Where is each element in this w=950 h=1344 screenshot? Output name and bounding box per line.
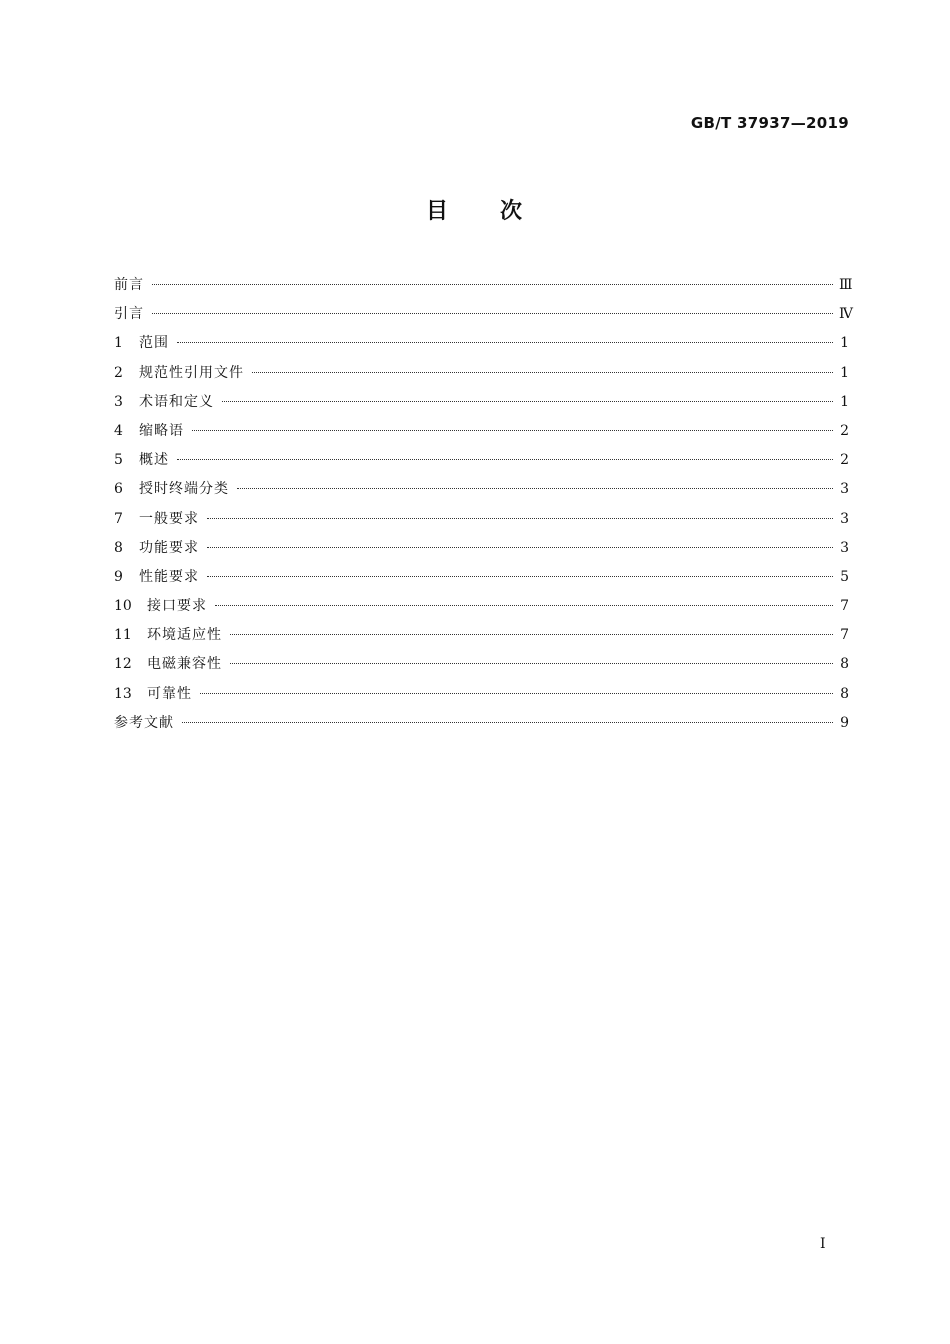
- toc-number: 1: [114, 335, 123, 352]
- dot-leader: [182, 722, 833, 723]
- toc-page: 7: [840, 627, 849, 644]
- toc-page: 3: [840, 539, 849, 556]
- dot-leader: [192, 430, 833, 431]
- dot-leader: [230, 634, 833, 635]
- toc-label: 概述: [139, 452, 169, 469]
- toc-entry-9[interactable]: [114, 566, 849, 595]
- toc-entry-13[interactable]: [114, 683, 849, 712]
- toc-label: 功能要求: [139, 539, 199, 556]
- toc-number: 13: [114, 685, 132, 702]
- dot-leader: [200, 693, 833, 694]
- dot-leader: [237, 488, 833, 489]
- toc-entry-1[interactable]: [114, 332, 849, 361]
- toc-label: 授时终端分类: [139, 481, 229, 498]
- toc-label: 一般要求: [139, 510, 199, 527]
- toc-label: 接口要求: [147, 598, 207, 615]
- toc-number: 8: [114, 539, 123, 556]
- toc-entry-4[interactable]: [114, 420, 849, 449]
- toc-number: 4: [114, 422, 123, 439]
- toc-label: 环境适应性: [147, 627, 222, 644]
- toc-entry-3[interactable]: [114, 391, 849, 420]
- toc-page: 3: [840, 510, 849, 527]
- table-of-contents: [114, 274, 853, 741]
- toc-entry-foreword[interactable]: [114, 274, 853, 303]
- toc-entry-7[interactable]: [114, 508, 849, 537]
- toc-entry-bibliography[interactable]: [114, 712, 849, 741]
- toc-entry-5[interactable]: [114, 449, 849, 478]
- toc-page: Ⅲ: [839, 277, 853, 293]
- dot-leader: [207, 518, 833, 519]
- toc-page: 1: [840, 335, 849, 352]
- toc-number: 5: [114, 452, 123, 469]
- toc-label: 电磁兼容性: [147, 656, 222, 673]
- toc-entry-8[interactable]: [114, 537, 849, 566]
- dot-leader: [230, 663, 833, 664]
- toc-label: 参考文献: [114, 714, 174, 731]
- toc-entry-12[interactable]: [114, 653, 849, 682]
- toc-entry-11[interactable]: [114, 624, 849, 653]
- toc-page: 2: [840, 422, 849, 439]
- page-title: [0, 194, 950, 225]
- toc-page: 9: [840, 714, 849, 731]
- toc-page: 5: [840, 568, 849, 585]
- toc-page: 8: [840, 656, 849, 673]
- toc-page: 2: [840, 452, 849, 469]
- standard-code: GB/T 37937—2019: [690, 114, 849, 132]
- toc-number: 7: [114, 510, 123, 527]
- toc-page: Ⅳ: [839, 306, 853, 323]
- toc-page: 1: [840, 364, 849, 381]
- toc-page: 7: [840, 598, 849, 615]
- toc-page: 3: [840, 481, 849, 498]
- dot-leader: [215, 605, 833, 606]
- toc-label: 规范性引用文件: [139, 364, 244, 381]
- toc-label: 引言: [114, 306, 144, 323]
- toc-label: 性能要求: [139, 568, 199, 585]
- toc-number: 2: [114, 364, 123, 381]
- toc-page: 8: [840, 685, 849, 702]
- toc-label: 术语和定义: [139, 393, 214, 410]
- toc-number: 10: [114, 598, 132, 615]
- toc-label: 可靠性: [147, 685, 192, 702]
- toc-page: 1: [840, 393, 849, 410]
- toc-label: 前言: [114, 277, 144, 293]
- toc-label: 缩略语: [139, 422, 184, 439]
- dot-leader: [152, 313, 833, 314]
- dot-leader: [207, 576, 833, 577]
- dot-leader: [252, 372, 833, 373]
- toc-number: 6: [114, 481, 123, 498]
- title-char-1: 目: [425, 199, 450, 224]
- toc-number: 3: [114, 393, 123, 410]
- toc-number: 9: [114, 568, 123, 585]
- dot-leader: [222, 401, 833, 402]
- toc-number: 11: [114, 627, 132, 644]
- dot-leader: [207, 547, 833, 548]
- toc-label: 范围: [139, 335, 169, 352]
- toc-entry-2[interactable]: [114, 362, 849, 391]
- toc-entry-introduction[interactable]: [114, 303, 853, 332]
- page-number: I: [820, 1236, 826, 1252]
- toc-entry-10[interactable]: [114, 595, 849, 624]
- dot-leader: [152, 284, 833, 285]
- toc-entry-6[interactable]: [114, 478, 849, 507]
- dot-leader: [177, 459, 833, 460]
- dot-leader: [177, 342, 833, 343]
- title-char-2: 次: [500, 199, 525, 224]
- toc-number: 12: [114, 656, 132, 673]
